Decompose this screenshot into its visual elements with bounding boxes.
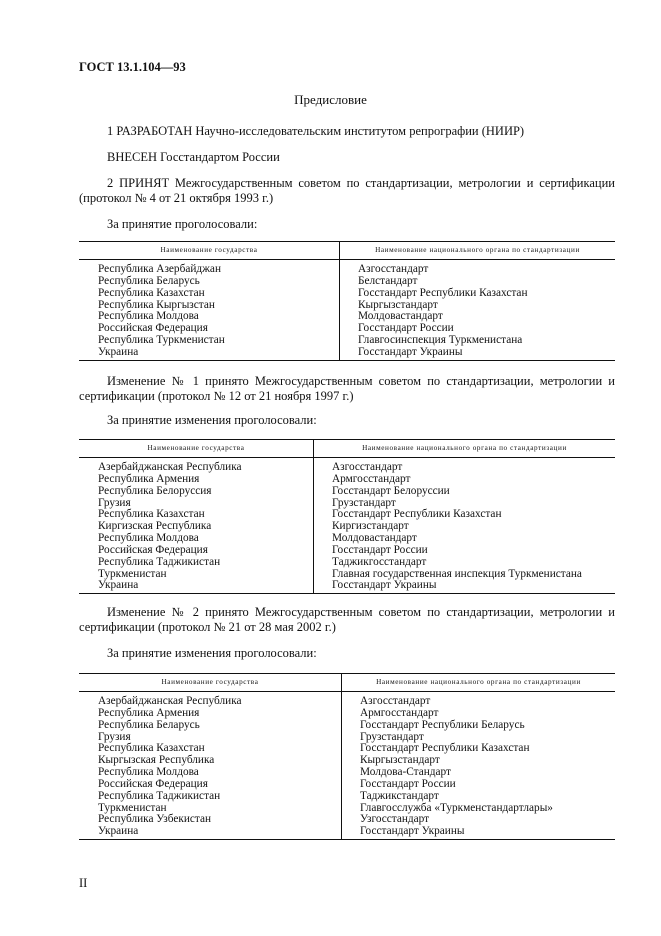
state-cell: Украина: [79, 580, 314, 593]
standards-body-cell: Таджикгосстандарт: [332, 555, 427, 568]
column-header-state: Наименование государства: [79, 674, 342, 692]
standards-body-cell: Азгосстандарт: [332, 461, 403, 473]
state-cell: Республика Армения: [79, 474, 314, 486]
voting-table-3: [79, 673, 615, 840]
table-row: [79, 458, 615, 474]
state-cell: Российская Федерация: [79, 323, 340, 335]
standards-body-cell: Госстандарт Украины: [342, 826, 616, 839]
table-row: [79, 791, 615, 803]
table-row: [79, 580, 615, 593]
standards-body-cell: Главгосслужба «Туркменстандартлары»: [360, 801, 553, 814]
standards-body-cell: Госстандарт Украины: [314, 580, 616, 593]
paragraph-voted: За принятие проголосовали:: [107, 217, 258, 231]
table-row: [79, 814, 615, 826]
standards-body-cell: Госстандарт Республики Казахстан: [332, 508, 502, 521]
paragraph-adopted: 2 ПРИНЯТ Межгосударственным советом по стандартизации, метрологии и сертификации (протокол № 4 от 21 октября 1993 г.): [79, 176, 615, 205]
standards-body-cell: Кыргызстандарт: [360, 754, 440, 767]
standards-body-cell: Белстандарт: [358, 274, 418, 287]
state-cell: Республика Азербайджан: [79, 260, 340, 276]
standards-body-cell: Молдовастандарт: [332, 532, 417, 545]
table-row: [79, 347, 615, 360]
standards-body-cell: Госстандарт Республики Беларусь: [360, 718, 525, 731]
standards-body-cell: Госстандарт Республики Казахстан: [358, 286, 528, 299]
table-row: [79, 545, 615, 557]
state-cell: Республика Молдова: [79, 311, 340, 323]
standards-body-cell: Госстандарт России: [358, 322, 454, 335]
state-cell: Украина: [79, 826, 342, 839]
table-row: [79, 276, 615, 288]
table-row: [79, 486, 615, 498]
state-cell: Российская Федерация: [79, 545, 314, 557]
paragraph-developed: 1 РАЗРАБОТАН Научно-исследовательским институтом репрографии (НИИР): [107, 124, 525, 138]
standards-body-cell: Грузстандарт: [360, 730, 424, 743]
column-header-body: Наименование национального органа по стандартизации: [340, 242, 616, 260]
standards-body-cell: Кыргызстандарт: [358, 298, 438, 311]
standards-body-cell: Главгосинспекция Туркменистана: [358, 334, 523, 347]
column-header-body: Наименование национального органа по стандартизации: [342, 674, 616, 692]
state-cell: Республика Беларусь: [79, 276, 340, 288]
standards-body-cell: Молдова-Стандарт: [360, 766, 451, 779]
standards-body-cell: Госстандарт Республики Казахстан: [360, 742, 530, 755]
state-cell: Российская Федерация: [79, 779, 342, 791]
table-row: [79, 474, 615, 486]
state-cell: Республика Беларусь: [79, 720, 342, 732]
standards-body-cell: Госстандарт России: [332, 543, 428, 556]
standards-body-cell: Азгосстандарт: [358, 263, 429, 275]
page-number: II: [79, 876, 88, 890]
page-title: Предисловие: [294, 92, 367, 107]
standards-body-cell: Армгосстандарт: [332, 472, 411, 485]
state-cell: Республика Таджикистан: [79, 557, 314, 569]
column-header-state: Наименование государства: [79, 440, 314, 458]
standards-body-cell: Молдовастандарт: [358, 310, 443, 323]
state-cell: Республика Узбекистан: [79, 814, 342, 826]
state-cell: Республика Казахстан: [79, 509, 314, 521]
paragraph-introduced: ВНЕСЕН Госстандартом России: [107, 150, 280, 164]
standards-body-cell: Грузстандарт: [332, 496, 396, 509]
column-header-state: Наименование государства: [79, 242, 340, 260]
table-row: [79, 708, 615, 720]
state-cell: Грузия: [79, 498, 314, 510]
paragraph-amendment-2-voted: За принятие изменения проголосовали:: [107, 646, 317, 660]
state-cell: Республика Молдова: [79, 767, 342, 779]
state-cell: Грузия: [79, 732, 342, 744]
state-cell: Киргизская Республика: [79, 521, 314, 533]
table-row: [79, 826, 615, 839]
standards-body-cell: Госстандарт Украины: [340, 347, 616, 360]
table-row: [79, 260, 615, 276]
table-row: [79, 557, 615, 569]
state-cell: Республика Белоруссия: [79, 486, 314, 498]
standards-body-cell: Узгосстандарт: [360, 813, 430, 826]
standards-body-cell: Азгосстандарт: [360, 695, 431, 707]
standards-body-cell: Киргизстандарт: [332, 520, 409, 533]
state-cell: Украина: [79, 347, 340, 360]
state-cell: Республика Казахстан: [79, 743, 342, 755]
table-row: [79, 692, 615, 708]
state-cell: Республика Туркменистан: [79, 335, 340, 347]
table-row: [79, 335, 615, 347]
document-header: ГОСТ 13.1.104—93: [79, 60, 186, 74]
standards-body-cell: Армгосстандарт: [360, 706, 439, 719]
state-cell: Республика Молдова: [79, 533, 314, 545]
standards-body-cell: Главная государственная инспекция Туркменистана: [332, 567, 582, 580]
state-cell: Республика Кыргызстан: [79, 300, 340, 312]
state-cell: Республика Казахстан: [79, 288, 340, 300]
table-row: [79, 720, 615, 732]
state-cell: Кыргызская Республика: [79, 755, 342, 767]
state-cell: Туркменистан: [79, 803, 342, 815]
voting-table-1: [79, 241, 615, 361]
state-cell: Азербайджанская Республика: [79, 458, 314, 474]
voting-table-2: [79, 439, 615, 594]
paragraph-amendment-1: Изменение № 1 принято Межгосударственным советом по стандартизации, метрологии и сертификации (протокол № 12 от 21 ноября 1997 г.): [79, 374, 615, 403]
paragraph-amendment-1-voted: За принятие изменения проголосовали:: [107, 413, 317, 427]
table-row: [79, 288, 615, 300]
state-cell: Азербайджанская Республика: [79, 692, 342, 708]
state-cell: Республика Таджикистан: [79, 791, 342, 803]
standards-body-cell: Госстандарт России: [360, 777, 456, 790]
column-header-body: Наименование национального органа по стандартизации: [314, 440, 616, 458]
paragraph-amendment-2: Изменение № 2 принято Межгосударственным советом по стандартизации, метрологии и сертификации (протокол № 21 от 28 мая 2002 г.): [79, 605, 615, 634]
state-cell: Республика Армения: [79, 708, 342, 720]
state-cell: Туркменистан: [79, 569, 314, 581]
table-row: [79, 779, 615, 791]
standards-body-cell: Таджикстандарт: [360, 789, 439, 802]
standards-body-cell: Госстандарт Белоруссии: [332, 484, 450, 497]
